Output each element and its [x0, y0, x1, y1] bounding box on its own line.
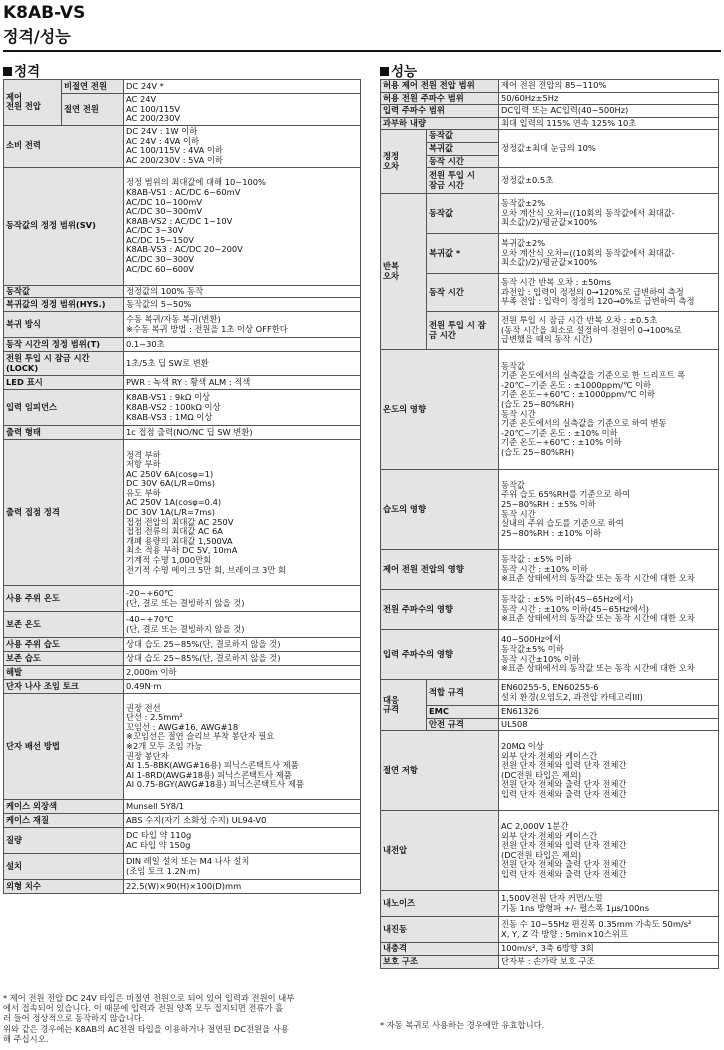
table-row [381, 117, 719, 130]
table-row [4, 800, 361, 814]
row-label: LED 표시 [4, 376, 124, 390]
table-row [381, 550, 719, 590]
table-row [4, 390, 361, 426]
group-label: 대응 규격 [381, 680, 427, 731]
table-row [4, 828, 361, 854]
row-value: 동작값±2% 오차 계산식 오차=((10회의 동작값에서 최대값- 최소값)/2)/평균값×100% [499, 194, 719, 234]
square-bullet-icon [380, 67, 389, 76]
row-label: 보호 구조 [381, 955, 499, 968]
row-label: 입력 주파수의 영향 [381, 630, 499, 680]
row-label: 보존 온도 [4, 612, 124, 638]
group-label: 반복 오차 [381, 194, 427, 350]
row-value: DC 타입 약 110g AC 타입 약 150g [124, 828, 361, 854]
table-row [381, 168, 719, 194]
sub-label: 절연 전원 [62, 94, 124, 126]
row-label: 케이스 재질 [4, 814, 124, 828]
row-value: 동작 시간 반복 오차 : ±50ms 과전압 : 입력이 정정의 0→120%로 급변하여 측정 부족 전압 : 입력이 정정의 120→0%로 급변하여 측정 [499, 274, 719, 312]
row-label: 단자 나사 조임 토크 [4, 680, 124, 694]
row-label: 사용 주위 온도 [4, 586, 124, 612]
sub-label: 동작값 [427, 194, 499, 234]
row-value: EN61326 [499, 706, 719, 719]
row-label: 허용 제어 전원 전압 범위 [381, 80, 499, 93]
table-row [381, 943, 719, 956]
row-label: 입력 임피던스 [4, 390, 124, 426]
table-row [381, 917, 719, 943]
row-label: 보존 습도 [4, 652, 124, 666]
row-value: AC 2,000V 1분간 외부 단자 전체와 케이스간 전원 단자 전체와 입력 단자 전체간 (DC전원 타입은 제외) 전원 단자 전체와 출력 단자 전체간 입력 단자 전체와 출력 단자 전체간 [499, 811, 719, 891]
sub-label: 전원 투입 시 잠 금 시간 [427, 312, 499, 350]
performance-footnote: * 자동 복귀로 사용하는 경우에만 유효합니다. [380, 1020, 545, 1030]
square-bullet-icon [3, 67, 12, 76]
row-label: 케이스 외장색 [4, 800, 124, 814]
row-value: 20MΩ 이상 외부 단자 전체와 케이스간 전원 단자 전체와 입력 단자 전체간 (DC전원 타입은 제외) 전원 단자 전체와 출력 단자 전체간 입력 단자 전체와 출력 단자 전체간 [499, 731, 719, 811]
row-value: 동작값 기준 온도에서의 실측값을 기준으로 한 드리프트 폭 -20℃~기준 온도 : ±1000ppm/℃ 이하 기준 온도~+60℃ : ±1000ppm/℃ 이하 (습도 25~80%RH) 동작 시간 기준 온도에서의 실측값을 기준으로 하여 변동 -20℃~기준 온도 : ±10% 이하 기준 온도~+60℃ : ±10% 이하 (습도 25~80%RH) [499, 350, 719, 470]
row-value: 0.1~30초 [124, 338, 361, 352]
table-row [381, 234, 719, 274]
row-value: 전원 투입 시 잠금 시간 반복 오차 : ±0.5초 (동작 시간을 최소로 설정하여 전원이 0→100%로 급변했을 때의 동작 시간) [499, 312, 719, 350]
row-label: 허용 전원 주파수 범위 [381, 92, 499, 105]
table-row [381, 706, 719, 719]
performance-section-title: 성능 [380, 60, 417, 80]
row-label: 내충격 [381, 943, 499, 956]
row-label: 소비 전력 [4, 125, 124, 167]
row-value: ABS 수지(자기 소화성 수지) UL94-V0 [124, 814, 361, 828]
row-value: 수동 복귀/자동 복귀(변환) ※수동 복귀 방법 : 전원을 1초 이상 OFF한다 [124, 312, 361, 338]
row-value: DC 24V * [124, 80, 361, 94]
row-value: PWR : 녹색 RY : 황색 ALM : 적색 [124, 376, 361, 390]
row-value: EN60255-5, EN60255-6 설치 환경(오염도2, 과전압 카테고리III) [499, 680, 719, 706]
row-value: 최대 입력의 115% 연속 125% 10초 [499, 117, 719, 130]
row-value: 진동 수 10~55Hz 편진폭 0.35mm 가속도 50m/s² X, Y, Z 각 방향 : 5min×10스위프 [499, 917, 719, 943]
table-row [4, 880, 361, 894]
row-value: 권장 전선 단선 : 2.5mm² 꼬임선 : AWG#16, AWG#18 ※꼬임선은 절연 슬리브 부착 봉단자 필요 ※2개 모두 조임 가능 권장 봉단자 AI 1.5-8BK(AWG#16용) 피닉스콘택트사 제품 AI 1-8RD(AWG#18용) 피닉스콘택트사 제품 AI 0.75-8GY(AWG#18용) 피닉스콘택트사 제품 [124, 694, 361, 800]
sub-label: 안전 규격 [427, 718, 499, 731]
row-label: 설치 [4, 854, 124, 880]
row-value: 복귀값±2% 오차 계산식 오차=((10회의 동작값에서 최대값- 최소값)/2)/평균값×100% [499, 234, 719, 274]
row-value: 정정값±0.5초 [499, 168, 719, 194]
row-label: 복귀 방식 [4, 312, 124, 338]
ratings-table [3, 79, 361, 894]
row-label: 과부하 내량 [381, 117, 499, 130]
row-value: 정정 범위의 최대값에 대해 10~100% K8AB-VS1 : AC/DC 6~60mV AC/DC 10~100mV AC/DC 30~300mV K8AB-VS2 : AC/DC 1~10V AC/DC 3~30V AC/DC 15~150V K8AB-VS3 : AC/DC 20~200V AC/DC 30~300V AC/DC 60~600V [124, 167, 361, 285]
ratings-section-title: 정격 [3, 60, 40, 80]
page-header [3, 0, 721, 52]
sub-label: 동작 시간 [427, 274, 499, 312]
row-value: AC 24V AC 100/115V AC 200/230V [124, 94, 361, 126]
row-value: 0.49N·m [124, 680, 361, 694]
table-row [4, 666, 361, 680]
row-value: K8AB-VS1 : 9kΩ 이상 K8AB-VS2 : 100kΩ 이상 K8AB-VS3 : 1MΩ 이상 [124, 390, 361, 426]
row-value: DIN 레일 설치 또는 M4 나사 설치 (조임 토크 1.2N·m) [124, 854, 361, 880]
row-label: 절연 저항 [381, 731, 499, 811]
table-row [4, 80, 361, 94]
row-label: 출력 형태 [4, 426, 124, 440]
row-value: 1c 접점 출력(NO/NC 딥 SW 변환) [124, 426, 361, 440]
row-label: 온도의 영향 [381, 350, 499, 470]
row-value: 단자부 : 손가락 보호 구조 [499, 955, 719, 968]
table-row [4, 312, 361, 338]
row-value: 2,000m 이하 [124, 666, 361, 680]
header-divider [3, 50, 721, 52]
table-row [381, 955, 719, 968]
sub-label: 동작값 [427, 130, 499, 143]
ratings-footnote: * 제어 전원 전압 DC 24V 타입은 비절연 전원으로 되어 있어 입력과 전원이 내부 에서 접속되어 있습니다. 이 때문에 입력과 전원 양쪽 모두 접지되면 전류가 흘 러 들어 정상적으로 동작하지 않습니다. 위와 같은 경우에는 K8AB의 AC전원 타입을 이용하거나 절연된 DC전원을 사용 해 주십시오. [3, 993, 295, 1044]
row-label: 질량 [4, 828, 124, 854]
row-value: 50/60Hz±5Hz [499, 92, 719, 105]
table-row [4, 125, 361, 167]
row-value: -40~+70℃ (단, 결로 또는 결빙하지 않을 것) [124, 612, 361, 638]
sub-label: 복귀값 [427, 142, 499, 155]
table-row [4, 694, 361, 800]
row-value: 정정값의 100% 동작 [124, 285, 361, 298]
row-label: 외형 치수 [4, 880, 124, 894]
table-row [381, 731, 719, 811]
row-value: 22.5(W)×90(H)×100(D)mm [124, 880, 361, 894]
row-value: 상대 습도 25~85%(단, 결로하지 않을 것) [124, 652, 361, 666]
sub-label: EMC [427, 706, 499, 719]
model-title: K8AB-VS [3, 3, 86, 23]
row-label: 복귀값의 정정 범위(HYS.) [4, 298, 124, 312]
sub-label: 비절연 전원 [62, 80, 124, 94]
row-label: 제어 전원 전압의 영향 [381, 550, 499, 590]
table-row [4, 638, 361, 652]
table-row [381, 194, 719, 234]
table-row [4, 338, 361, 352]
group-label: 제어 전원 전압 [4, 80, 62, 126]
table-row [4, 814, 361, 828]
row-label: 내진동 [381, 917, 499, 943]
row-label: 동작값 [4, 285, 124, 298]
table-row [381, 92, 719, 105]
row-value: 상대 습도 25~85%(단, 결로하지 않을 것) [124, 638, 361, 652]
performance-table [380, 79, 719, 969]
row-label: 동작값의 정정 범위(SV) [4, 167, 124, 285]
row-value: DC입력 또는 AC입력(40~500Hz) [499, 105, 719, 118]
row-value: 동작값 : ±5% 이하 동작 시간 : ±10% 이하 ※표준 상태에서의 동작값 또는 동작 시간에 대한 오차 [499, 550, 719, 590]
row-label: 전원 주파수의 영향 [381, 590, 499, 630]
table-row [4, 652, 361, 666]
row-value: UL508 [499, 718, 719, 731]
row-label: 단자 배선 방법 [4, 694, 124, 800]
table-row [4, 854, 361, 880]
row-value: 동작값의 5~50% [124, 298, 361, 312]
row-label: 입력 주파수 범위 [381, 105, 499, 118]
row-value: 정정값±최대 눈금의 10% [499, 130, 719, 168]
row-value: 1,500V전원 단자 커먼/노멀 기동 1ns 방형파 +/- 펄스폭 1μs/100ns [499, 891, 719, 917]
row-label: 전원 투입 시 잠금 시간 (LOCK) [4, 352, 124, 376]
table-row [381, 680, 719, 706]
row-value: 40~500Hz에서 동작값±5% 이하 동작 시간±10% 이하 ※표준 상태에서의 동작값 또는 동작 시간에 대한 오차 [499, 630, 719, 680]
page-subtitle: 정격/성능 [3, 27, 71, 46]
sub-label: 적합 규격 [427, 680, 499, 706]
table-row [4, 612, 361, 638]
table-row [381, 811, 719, 891]
row-label: 내노이즈 [381, 891, 499, 917]
row-value: -20~+60℃ (단, 결로 또는 결빙하지 않을 것) [124, 586, 361, 612]
sub-label: 복귀값 * [427, 234, 499, 274]
row-label: 습도의 영향 [381, 470, 499, 550]
table-row [381, 470, 719, 550]
row-label: 사용 주위 습도 [4, 638, 124, 652]
row-label: 출력 접점 정격 [4, 440, 124, 586]
row-value: 1초/5초 딥 SW로 변환 [124, 352, 361, 376]
row-value: 정격 부하 저항 부하 AC 250V 6A(cosφ=1) DC 30V 6A(L/R=0ms) 유도 부하 AC 250V 1A(cosφ=0.4) DC 30V 1A(L/R=7ms) 접점 전압의 최대값 AC 250V 접점 전류의 최대값 AC 6A 개폐 용량의 최대값 1,500VA 최소 적용 부하 DC 5V, 10mA 기계적 수명 1,000만회 전기적 수명 메이크 5만 회, 브레이크 3만 회 [124, 440, 361, 586]
table-row [381, 312, 719, 350]
table-row [381, 350, 719, 470]
table-row [4, 440, 361, 586]
row-value: Munsell 5Y8/1 [124, 800, 361, 814]
table-row [381, 274, 719, 312]
row-value: 동작값 : ±5% 이하(45~65Hz에서) 동작 시간 : ±10% 이하(45~65Hz에서) ※표준 상태에서의 동작값 또는 동작 시간에 대한 오차 [499, 590, 719, 630]
table-row [4, 352, 361, 376]
table-row [381, 630, 719, 680]
sub-label: 전원 투입 시 잠금 시간 [427, 168, 499, 194]
row-label: 내전압 [381, 811, 499, 891]
table-row [4, 426, 361, 440]
table-row [4, 376, 361, 390]
row-value: 제어 전원 전압의 85~110% [499, 80, 719, 93]
row-value: 100m/s², 3축 6방향 3회 [499, 943, 719, 956]
row-value: 동작값 주위 습도 65%RH를 기준으로 하여 25~80%RH : ±5% 이하 동작 시간 실내의 주위 습도를 기준으로 하여 25~80%RH : ±10% 이하 [499, 470, 719, 550]
table-row [4, 586, 361, 612]
table-row [381, 718, 719, 731]
sub-label: 동작 시간 [427, 155, 499, 168]
table-row [381, 891, 719, 917]
table-row [4, 298, 361, 312]
table-row [381, 80, 719, 93]
table-row [4, 167, 361, 285]
table-row [381, 130, 719, 143]
row-label: 동작 시간의 정정 범위(T) [4, 338, 124, 352]
table-row [381, 590, 719, 630]
row-value: DC 24V : 1W 이하 AC 24V : 4VA 이하 AC 100/115V : 4VA 이하 AC 200/230V : 5VA 이하 [124, 125, 361, 167]
row-label: 해발 [4, 666, 124, 680]
table-row [381, 105, 719, 118]
group-label: 정정 오차 [381, 130, 427, 194]
table-row [4, 285, 361, 298]
table-row [4, 680, 361, 694]
